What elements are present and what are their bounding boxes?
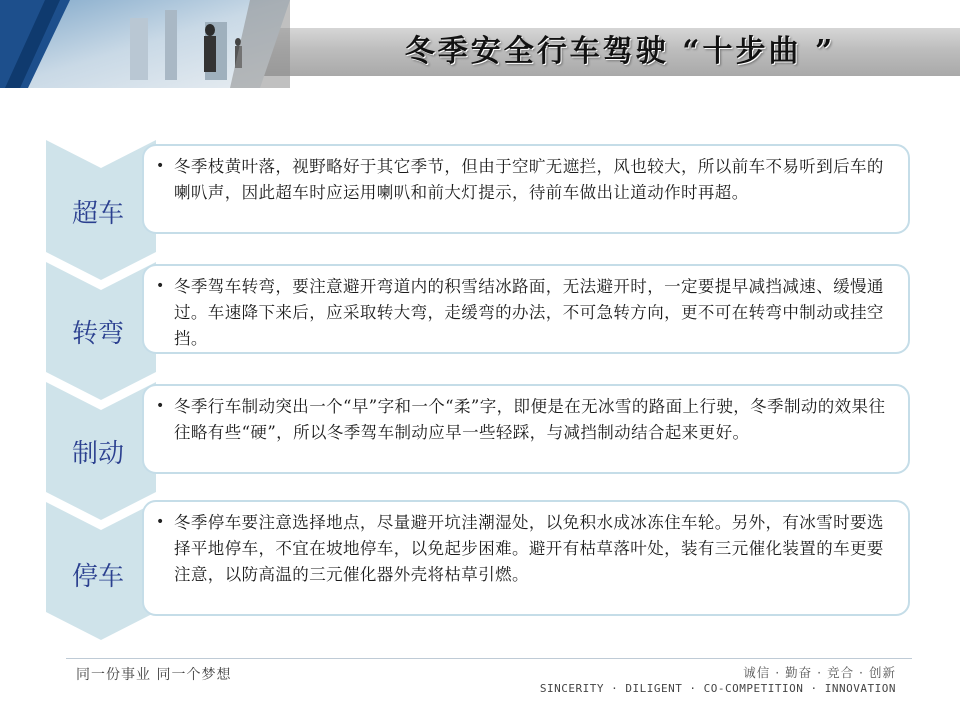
step-box-turn: [142, 264, 910, 354]
footer-values-cn: 诚信 · 勤奋 · 竞合 · 创新: [743, 665, 896, 680]
step-label-overtake: 超车: [71, 199, 124, 229]
step-text-brake: 冬季行车制动突出一个“早”字和一个“柔”字，即便是在无冰雪的路面上行驶，冬季制动的效果往往略有些“硬”，所以冬季驾车制动应早一些轻踩，与减挡制动结合起来更好。: [174, 397, 886, 442]
step-text-park: 冬季停车要注意选择地点，尽量避开坑洼潮湿处，以免积水成冰冻住车轮。另外，有冰雪时要选择平地停车，不宜在坡地停车，以免起步困难。避开有枯草落叶处，装有三元催化装置的车更要注意，以防高温的三元催化器外壳将枯草引燃。: [174, 513, 884, 584]
step-box-overtake: [142, 144, 910, 234]
footer-values-en: SINCERITY · DILIGENT · CO-COMPETITION · INNOVATION: [539, 682, 896, 695]
step-label-brake: 制动: [71, 439, 124, 469]
step-label-turn: 转弯: [71, 319, 124, 349]
footer-slogan: 同一份事业 同一个梦想: [76, 667, 232, 683]
bullet: •: [156, 514, 165, 530]
bullet: •: [156, 158, 165, 174]
step-text-overtake: 冬季枝黄叶落，视野略好于其它季节，但由于空旷无遮拦，风也较大，所以前车不易听到后车的喇叭声，因此超车时应运用喇叭和前大灯提示，待前车做出让道动作时再超。: [174, 157, 884, 202]
step-text-turn: 冬季驾车转弯，要注意避开弯道内的积雪结冰路面，无法避开时，一定要提早减挡减速、缓慢通过。车速降下来后，应采取转大弯，走缓弯的办法，不可急转方向，更不可在转弯中制动或挂空挡。: [174, 277, 884, 348]
step-label-park: 停车: [71, 562, 124, 592]
footer-divider: [66, 658, 912, 659]
step-box-park: [142, 500, 910, 616]
step-box-brake: [142, 384, 910, 474]
bullet: •: [156, 278, 165, 294]
page-title: 冬季安全行车驾驶 “十步曲 ”: [404, 34, 836, 69]
header-photo-graphic: [0, 0, 290, 88]
bullet: •: [156, 398, 165, 414]
header-photo: [0, 0, 290, 88]
